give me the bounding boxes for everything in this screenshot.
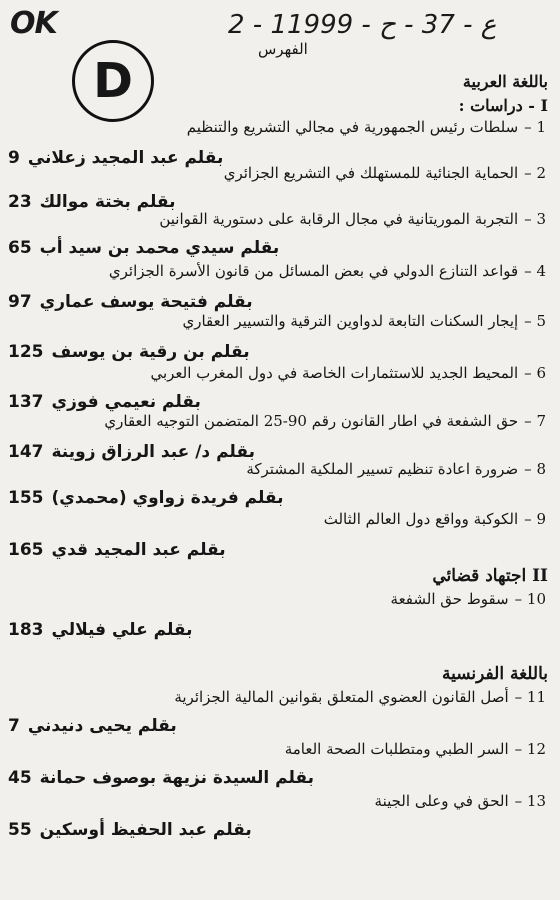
entry-number: 8 – xyxy=(524,460,546,478)
toc-entry-author xyxy=(8,488,284,508)
entry-page-number: 97 xyxy=(8,292,32,312)
entry-author-name: بقلم السيدة نزيهة بوصوف حمانة xyxy=(39,768,315,788)
toc-entry-author xyxy=(8,620,193,640)
entry-title-text: حق الشفعة في اطار القانون رقم 90-25 المتضمن التوجيه العقاري xyxy=(104,412,519,430)
entry-author-name: بقلم بختة موالك xyxy=(39,192,176,212)
entry-author-name: بقلم عبد الحفيظ أوسكين xyxy=(39,820,252,840)
section-heading: باللغة العربية xyxy=(462,72,548,91)
stamp-letter: D xyxy=(93,53,133,109)
entry-title-text: أصل القانون العضوي المتعلق بقوانين المالية الجزائرية xyxy=(174,688,509,706)
toc-entry-title xyxy=(159,210,546,228)
entry-number: 4 – xyxy=(524,262,546,280)
entry-author-name: بقلم بن رقية بن يوسف xyxy=(51,342,250,362)
entry-number: 5 – xyxy=(524,312,546,330)
toc-entry-title xyxy=(187,118,546,136)
toc-entry-title xyxy=(375,792,546,810)
toc-entry-title xyxy=(285,740,546,758)
page-title: الفهرس xyxy=(258,40,308,58)
toc-entry-title xyxy=(183,312,547,330)
toc-entry-title xyxy=(109,262,546,280)
entry-page-number: 7 xyxy=(8,716,20,736)
entry-title-text: التجربة الموريتانية في مجال الرقابة على دستورية القوانين xyxy=(159,210,519,228)
entry-page-number: 65 xyxy=(8,238,32,258)
toc-entry-author xyxy=(8,540,226,560)
handwritten-reference: 2 - ع - 37 - ح - 11999 xyxy=(228,10,497,40)
toc-entry-title xyxy=(174,688,546,706)
entry-title-text: الحق في وعلى الجينة xyxy=(374,792,509,810)
entry-number: 10 – xyxy=(514,590,546,608)
entry-title-text: إيجار السكنات التابعة لدواوين الترقية والتسيير العقاري xyxy=(182,312,519,330)
entry-page-number: 9 xyxy=(8,148,20,168)
toc-entry-author xyxy=(8,768,314,788)
entry-author-name: بقلم نعيمي فوزي xyxy=(51,392,201,412)
entry-author-name: بقلم سيدي محمد بن سيد أب xyxy=(39,238,280,258)
entry-page-number: 55 xyxy=(8,820,32,840)
entry-title-text: السر الطبي ومتطلبات الصحة العامة xyxy=(284,740,509,758)
entry-number: 2 – xyxy=(524,164,546,182)
entry-author-name: بقلم عبد المجيد زعلاني xyxy=(27,148,224,168)
toc-entry-title xyxy=(391,590,546,608)
entry-page-number: 147 xyxy=(8,442,44,462)
toc-entry-author xyxy=(8,442,255,462)
entry-author-name: بقلم فتيحة يوسف عماري xyxy=(39,292,253,312)
entry-number: 3 – xyxy=(524,210,546,228)
circled-stamp xyxy=(72,40,154,122)
toc-entry-author xyxy=(8,148,223,168)
entry-author-name: بقلم فريدة زواوي (محمدي) xyxy=(51,488,284,508)
entry-page-number: 125 xyxy=(8,342,44,362)
entry-title-text: سلطات رئيس الجمهورية في مجالي التشريع والتنظيم xyxy=(186,118,519,136)
section-heading: باللغة الفرنسية xyxy=(442,664,548,684)
toc-entry-author xyxy=(8,238,279,258)
toc-entry-author xyxy=(8,392,201,412)
toc-entry-author xyxy=(8,292,253,312)
entry-number: 13 – xyxy=(514,792,546,810)
entry-number: 11 – xyxy=(514,688,546,706)
entry-page-number: 45 xyxy=(8,768,32,788)
toc-entry-author xyxy=(8,820,252,840)
toc-entry-title xyxy=(104,412,546,430)
toc-entry-title xyxy=(324,510,546,528)
entry-page-number: 155 xyxy=(8,488,44,508)
toc-entry-author xyxy=(8,716,177,736)
entry-page-number: 165 xyxy=(8,540,44,560)
entry-page-number: 183 xyxy=(8,620,44,640)
entry-title-text: ضرورة اعادة تنظيم تسيير الملكية المشتركة xyxy=(246,460,519,478)
entry-page-number: 23 xyxy=(8,192,32,212)
entry-author-name: بقلم علي فيلالي xyxy=(51,620,193,640)
toc-entry-author xyxy=(8,342,250,362)
entry-number: 6 – xyxy=(524,364,546,382)
toc-entry-author xyxy=(8,192,176,212)
toc-entry-title xyxy=(150,364,546,382)
section-heading: II اجتهاد قضائي xyxy=(432,566,548,586)
entry-number: 12 – xyxy=(514,740,546,758)
entry-number: 7 – xyxy=(524,412,546,430)
entry-author-name: بقلم عبد المجيد قدي xyxy=(51,540,226,560)
entry-title-text: الحماية الجنائية للمستهلك في التشريع الجزائري xyxy=(223,164,519,182)
toc-entry-title xyxy=(246,460,546,478)
entry-author-name: بقلم يحيى دنيدني xyxy=(27,716,177,736)
entry-title-text: الكوكبة وواقع دول العالم الثالث xyxy=(323,510,519,528)
handwritten-ok: OK xyxy=(10,6,57,41)
section-heading: I - دراسات : xyxy=(458,96,548,115)
entry-title-text: المحيط الجديد للاستثمارات الخاصة في دول المغرب العربي xyxy=(150,364,519,382)
entry-title-text: سقوط حق الشفعة xyxy=(390,590,509,608)
entry-page-number: 137 xyxy=(8,392,44,412)
toc-entry-title xyxy=(224,164,546,182)
entry-number: 9 – xyxy=(524,510,546,528)
entry-number: 1 – xyxy=(524,118,546,136)
entry-title-text: قواعد التنازع الدولي في بعض المسائل من قانون الأسرة الجزائري xyxy=(108,262,519,280)
entry-author-name: بقلم د/ عبد الرزاق زوينة xyxy=(51,442,255,462)
